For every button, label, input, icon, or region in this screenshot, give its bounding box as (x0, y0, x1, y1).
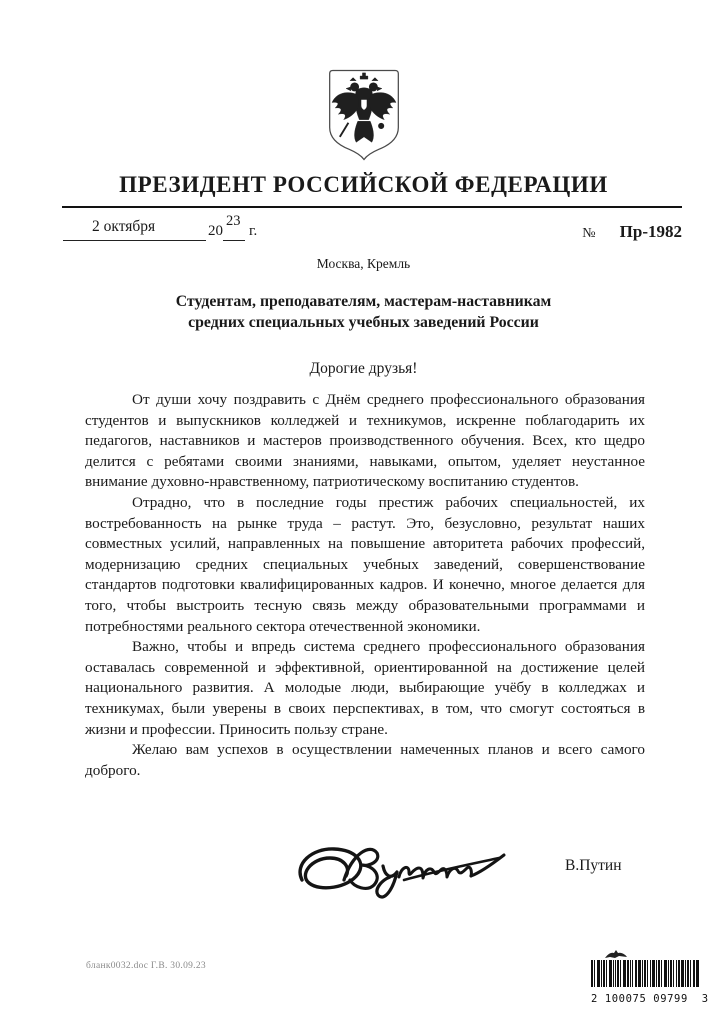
date-day-month: 2 октября (92, 218, 156, 235)
date-year-suffix: г. (249, 223, 258, 239)
paragraph-2: Отрадно, что в последние годы престиж рабочих специальностей, их востребованность на рынке труда – растут. Это, безусловно, результат наших совместных усилий, направленных на повышение авторитета рабочих профессий, модернизацию средних специальных учебных заведений, совершенствование стандартов подготовки квалифицированных кадров. И конечно, многое делается для того, чтобы выстроить тесную связь между образовательными программами и потребностями реального сектора отечественной экономики. (85, 493, 645, 635)
file-reference-note: бланк0032.doc Г.В. 30.09.23 (86, 961, 206, 971)
paragraph-3: Важно, чтобы и впредь система среднего профессионального образования оставалась современной и эффективной, ориентированной на достижение целей национального развития. А молодые люди, выбирающие учёбу в колледжах и техникумах, были уверены в своих перспективах, в том, что смогут состояться в жизни и профессии. Приносить пользу стране. (85, 638, 645, 738)
document-number-block (582, 222, 682, 242)
number-sign: № (582, 226, 596, 241)
paragraph-4: Желаю вам успехов в осуществлении намеченных планов и всего самого доброго. (85, 741, 645, 779)
date-century: 20 (208, 223, 223, 239)
signer-name: В.Путин (565, 857, 622, 874)
addressee-line-1: Студентам, преподавателям, мастерам-наставникам (175, 293, 552, 310)
addressee-line-2: средних специальных учебных заведений России (188, 314, 539, 331)
date-blank-line (63, 214, 206, 241)
place-line: Москва, Кремль (316, 256, 411, 271)
salutation: Дорогие друзья! (309, 360, 418, 377)
barcode (591, 960, 701, 987)
letterhead-title: ПРЕЗИДЕНТ РОССИЙСКОЙ ФЕДЕРАЦИИ (119, 172, 608, 197)
handwritten-signature (286, 834, 524, 909)
date-year: 23 (226, 213, 241, 229)
year-blank-line (223, 214, 245, 241)
small-stamp-mark-icon (601, 949, 629, 960)
dateline (63, 214, 682, 248)
addressee-block (0, 291, 727, 333)
russian-coat-of-arms-icon (325, 68, 403, 167)
letterhead-divider (62, 206, 682, 208)
date-block (63, 214, 257, 241)
paragraph-1: От души хочу поздравить с Днём среднего профессионального образования студентов и выпускников колледжей и техникумов, искренне поблагодарить их педагогов, наставников и мастеров производственного обучения. Всех, кто щедро делится с ребятами своими знаниями, навыками, опытом, уделяет неустанное внимание духовно-нравственному, патриотическому воспитанию студентов. (85, 391, 645, 491)
barcode-block (591, 949, 709, 1005)
letter-body (85, 390, 645, 781)
barcode-digits: 2 100075 09799 3 (591, 993, 709, 1005)
document-number: Пр-1982 (619, 222, 682, 241)
